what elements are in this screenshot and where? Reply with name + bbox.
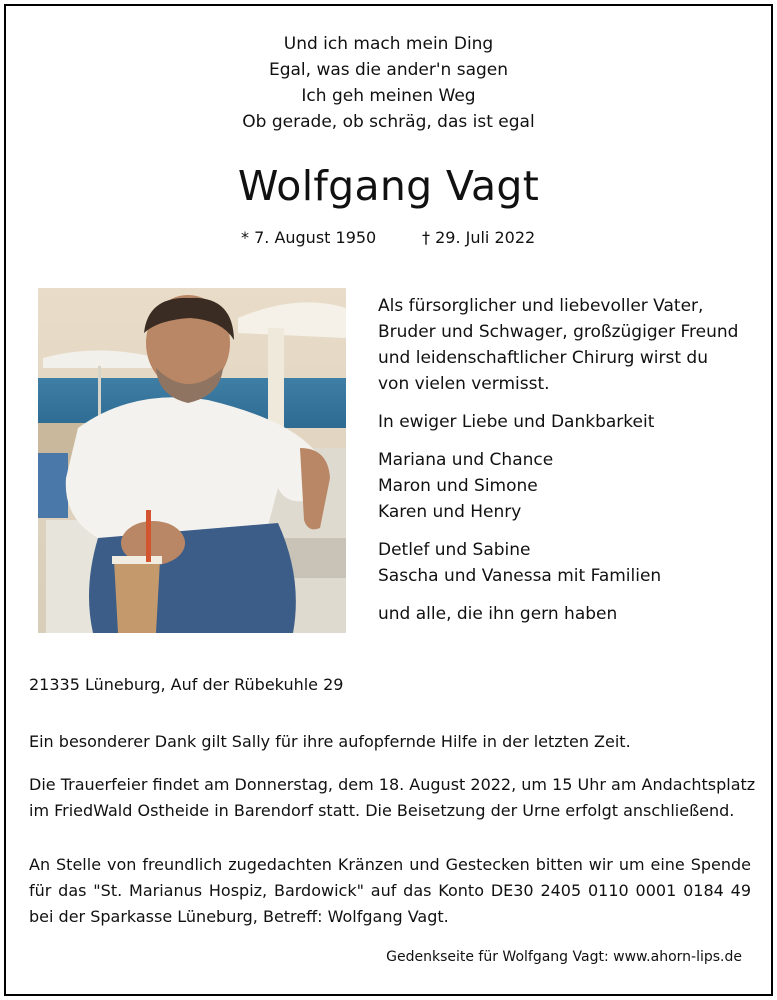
family-member: Sascha und Vanessa mit Familien xyxy=(378,566,662,586)
ceremony-line: Die Trauerfeier findet am Donnerstag, dem 18. August 2022, um 15 Uhr am Andachtsplatz xyxy=(29,775,756,794)
donation-line: für das "St. Marianus Hospiz, Bardowick" auf das Konto DE30 2405 0110 0001 0184 49 xyxy=(29,881,751,900)
memorial-page-link: Gedenkseite für Wolfgang Vagt: www.ahorn-lips.de xyxy=(386,949,742,965)
family-member: Detlef und Sabine xyxy=(378,540,531,560)
tribute-line: Als fürsorglicher und liebevoller Vater, xyxy=(378,296,704,316)
donation-info xyxy=(29,852,751,930)
poem-line: Egal, was die ander'n sagen xyxy=(268,60,509,80)
poem xyxy=(0,31,777,135)
gratitude-line: In ewiger Liebe und Dankbarkeit xyxy=(378,412,655,432)
portrait-photo xyxy=(38,288,346,633)
address: 21335 Lüneburg, Auf der Rübekuhle 29 xyxy=(29,675,344,694)
family-closing: und alle, die ihn gern haben xyxy=(378,604,618,624)
donation-line: bei der Sparkasse Lüneburg, Betreff: Wolfgang Vagt. xyxy=(29,907,449,926)
donation-line: An Stelle von freundlich zugedachten Kränzen und Gestecken bitten wir um eine Spende xyxy=(29,855,751,874)
death-date: † 29. Juli 2022 xyxy=(422,228,536,247)
family-member: Karen und Henry xyxy=(378,502,522,522)
tribute-block xyxy=(378,293,758,627)
ceremony-line: im FriedWald Ostheide in Barendorf statt. Die Beisetzung der Urne erfolgt anschließend. xyxy=(29,801,735,820)
poem-line: Ob gerade, ob schräg, das ist egal xyxy=(242,112,535,132)
birth-date: * 7. August 1950 xyxy=(241,228,377,247)
poem-line: Und ich mach mein Ding xyxy=(283,34,494,54)
deceased-name: Wolfgang Vagt xyxy=(237,162,540,210)
family-member: Mariana und Chance xyxy=(378,450,554,470)
tribute-line: Bruder und Schwager, großzügiger Freund xyxy=(378,322,739,342)
family-member: Maron und Simone xyxy=(378,476,538,496)
tribute-line: und leidenschaftlicher Chirurg wirst du xyxy=(378,348,708,368)
tribute-line: von vielen vermisst. xyxy=(378,374,550,394)
ceremony-info xyxy=(29,772,756,824)
thanks-note: Ein besonderer Dank gilt Sally für ihre aufopfernde Hilfe in der letzten Zeit. xyxy=(29,732,631,751)
poem-line: Ich geh meinen Weg xyxy=(301,86,476,106)
